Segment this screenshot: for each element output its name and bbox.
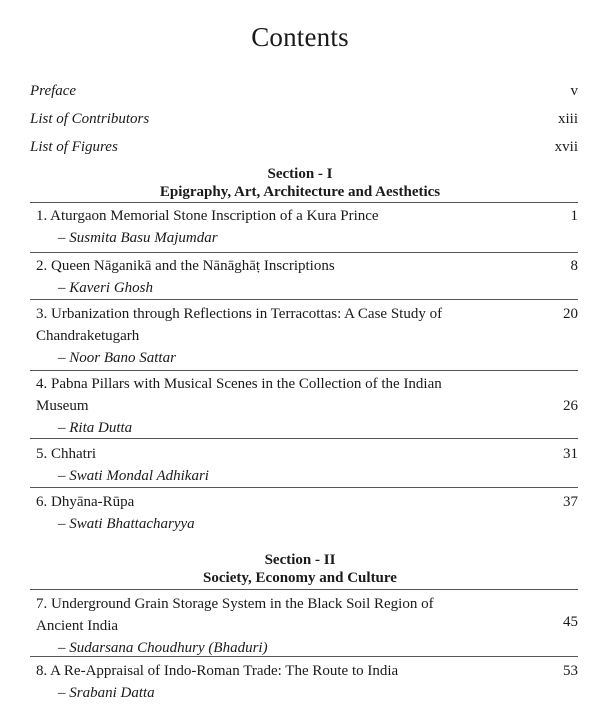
entry-divider — [30, 656, 578, 657]
toc-label: List of Contributors — [30, 111, 150, 127]
entry-page-number: 26 — [563, 398, 578, 414]
section-heading-2 — [0, 551, 600, 587]
entry-author: – Rita Dutta — [58, 420, 133, 436]
entry-title: 8. A Re-Appraisal of Indo-Roman Trade: The Route to India — [36, 663, 399, 679]
entry-page-number: 1 — [570, 208, 578, 224]
entry-divider — [30, 487, 578, 488]
entry-divider — [30, 299, 578, 300]
toc-page-number: v — [570, 83, 578, 99]
toc-label: List of Figures — [30, 139, 118, 155]
section-divider — [30, 202, 578, 203]
entry-divider — [30, 252, 578, 253]
entry-title: 1. Aturgaon Memorial Stone Inscription of a Kura Prince — [36, 208, 379, 224]
section-title: Society, Economy and Culture — [203, 570, 397, 586]
section-number: Section - I — [267, 166, 333, 182]
section-divider — [30, 589, 578, 590]
toc-entry-1[interactable] — [36, 205, 578, 249]
section-title: Epigraphy, Art, Architecture and Aesthetics — [159, 184, 441, 200]
toc-entry-2[interactable] — [36, 255, 578, 299]
entry-author: – Kaveri Ghosh — [58, 280, 153, 296]
toc-front-matter-contributors[interactable] — [30, 111, 578, 128]
entry-title: 7. Underground Grain Storage System in the Black Soil Region of Ancient India — [36, 596, 434, 634]
entry-author: – Susmita Basu Majumdar — [58, 230, 218, 246]
toc-front-matter-figures[interactable] — [30, 139, 578, 156]
toc-label: Preface — [30, 83, 77, 99]
entry-divider — [30, 438, 578, 439]
toc-entry-3[interactable] — [36, 303, 578, 369]
toc-entry-6[interactable] — [36, 491, 578, 535]
entry-page-number: 8 — [570, 258, 578, 274]
toc-front-matter-preface[interactable] — [30, 83, 578, 100]
entry-page-number: 53 — [563, 663, 578, 679]
entry-author: – Noor Bano Sattar — [58, 350, 176, 366]
entry-page-number: 37 — [563, 494, 578, 510]
entry-page-number: 45 — [563, 614, 578, 630]
entry-title: 3. Urbanization through Reflections in Terracottas: A Case Study of Chandraketugarh — [36, 306, 443, 344]
toc-entry-5[interactable] — [36, 443, 578, 487]
section-number: Section - II — [264, 552, 336, 568]
entry-title: 6. Dhyāna-Rūpa — [36, 494, 135, 510]
entry-page-number: 31 — [563, 446, 578, 462]
section-heading-1 — [0, 165, 600, 201]
toc-entry-4[interactable] — [36, 373, 578, 439]
entry-title: 4. Pabna Pillars with Musical Scenes in the Collection of the Indian Museum — [36, 376, 442, 414]
page-title: Contents — [251, 22, 349, 52]
entry-author: – Swati Bhattacharyya — [58, 516, 195, 532]
entry-divider — [30, 370, 578, 371]
entry-title: 5. Chhatri — [36, 446, 96, 462]
entry-author: – Swati Mondal Adhikari — [58, 468, 209, 484]
toc-page-number: xiii — [557, 111, 578, 127]
toc-entry-8[interactable] — [36, 660, 578, 704]
toc-entry-7[interactable] — [36, 593, 578, 659]
entry-title: 2. Queen Nāganikā and the Nānāghāṭ Inscriptions — [36, 258, 335, 274]
toc-page-number: xvii — [554, 139, 578, 155]
entry-author: – Sudarsana Choudhury (Bhaduri) — [58, 640, 268, 656]
entry-author: – Srabani Datta — [58, 685, 155, 701]
entry-page-number: 20 — [563, 306, 578, 322]
